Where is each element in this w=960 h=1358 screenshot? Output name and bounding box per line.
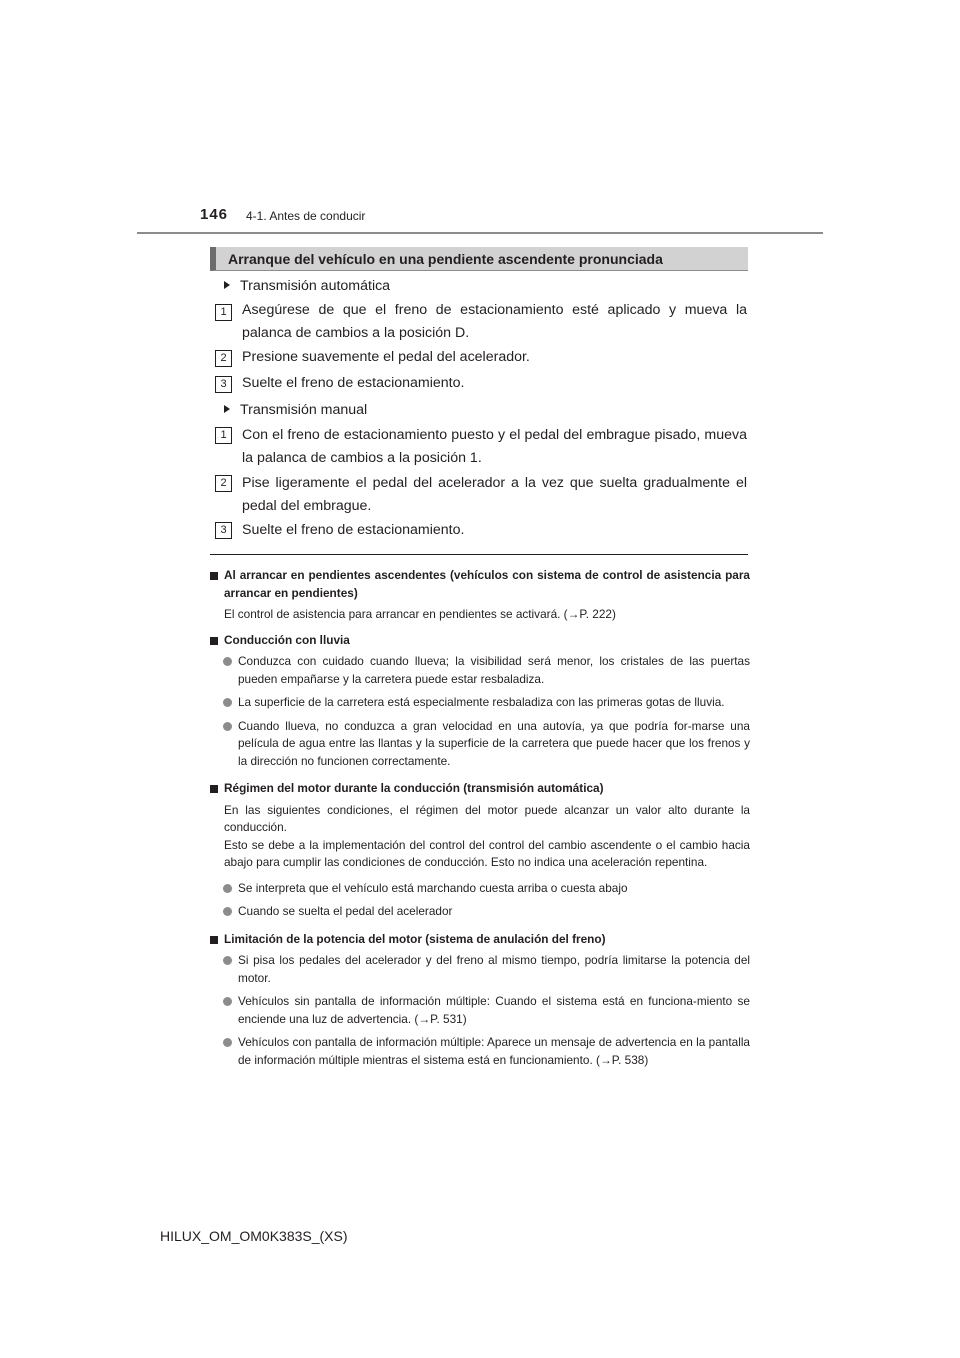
section-divider: [210, 554, 748, 555]
step-number-box: 1: [215, 304, 232, 321]
manual-title: [224, 402, 367, 418]
notes: [210, 567, 750, 1075]
automatic-title: [224, 278, 390, 294]
list-item: Conduzca con cuidado cuando llueva; la visibilidad será menor, los cristales de las puertas pueden empañarse y la carretera puede estar resbaladiza.: [210, 653, 750, 688]
step-number-box: 1: [215, 427, 232, 444]
square-bullet-icon: [210, 785, 218, 793]
step-number-box: 3: [215, 376, 232, 393]
section-reference: 4-1. Antes de conducir: [246, 209, 366, 223]
step-text: Asegúrese de que el freno de estacionamiento esté aplicado y mueva la palanca de cambios a la posición D.: [242, 302, 747, 341]
list-item: Vehículos con pantalla de información múltiple: Aparece un mensaje de advertencia en la pantalla de información múltiple mientras el sistema está en funcionamiento. (→P. 538): [210, 1034, 750, 1069]
list-item: Cuando llueva, no conduzca a gran velocidad en una autovía, ya que podría for-marse una película de agua entre las llantas y la superficie de la carretera que puede hacer que los frenos y la dirección no funcionen correctamente.: [210, 718, 750, 771]
note-title: Limitación de la potencia del motor (sistema de anulación del freno): [210, 931, 750, 949]
step-text: Con el freno de estacionamiento puesto y el pedal del embrague pisado, mueva la palanca de cambios a la posición 1.: [242, 427, 747, 466]
triangle-bullet-icon: [224, 281, 230, 289]
manual-title-text: Transmisión manual: [240, 402, 368, 418]
note-title: Al arrancar en pendientes ascendentes (vehículos con sistema de control de asistencia para arrancar en pendientes): [210, 567, 750, 602]
footer-code: HILUX_OM_OM0K383S_(XS): [160, 1228, 348, 1244]
circle-bullet-icon: [223, 657, 232, 666]
list-item: Se interpreta que el vehículo está marchando cuesta arriba o cuesta abajo: [210, 880, 750, 898]
square-bullet-icon: [210, 936, 218, 944]
list-item: La superficie de la carretera está especialmente resbaladiza con las primeras gotas de lluvia.: [210, 694, 750, 712]
triangle-bullet-icon: [224, 405, 230, 413]
section-heading: [210, 247, 748, 271]
note-body: Esto se debe a la implementación del control del control del cambio ascendente o el cambio hacia abajo para cumplir las condiciones de conducción. Esto no indica una aceleración repentina.: [224, 837, 750, 869]
circle-bullet-icon: [223, 722, 232, 731]
circle-bullet-icon: [223, 997, 232, 1006]
note-body: El control de asistencia para arrancar en pendientes se activará. (→P. 222): [224, 607, 616, 621]
page-number: 146: [200, 206, 229, 223]
circle-bullet-icon: [223, 907, 232, 916]
note-title: Régimen del motor durante la conducción (transmisión automática): [210, 780, 750, 798]
note-title: Conducción con lluvia: [210, 632, 750, 650]
square-bullet-icon: [210, 572, 218, 580]
step-number-box: 2: [215, 475, 232, 492]
section-heading-text: Arranque del vehículo en una pendiente ascendente pronunciada: [228, 251, 663, 267]
step-text: Presione suavemente el pedal del acelerador.: [242, 349, 530, 365]
circle-bullet-icon: [223, 698, 232, 707]
circle-bullet-icon: [223, 884, 232, 893]
list-item: Cuando se suelta el pedal del acelerador: [210, 903, 750, 921]
note-body: En las siguientes condiciones, el régimen del motor puede alcanzar un valor alto durante la conducción.: [224, 802, 750, 834]
square-bullet-icon: [210, 637, 218, 645]
step-number-box: 3: [215, 522, 232, 539]
step-text: Suelte el freno de estacionamiento.: [242, 522, 465, 538]
header-rule: [137, 232, 823, 234]
step-text: Suelte el freno de estacionamiento.: [242, 375, 465, 391]
list-item: Vehículos sin pantalla de información múltiple: Cuando el sistema está en funciona-miento se enciende una luz de advertencia. (→P. 531): [210, 993, 750, 1028]
step-number-box: 2: [215, 350, 232, 367]
list-item: Si pisa los pedales del acelerador y del freno al mismo tiempo, podría limitarse la potencia del motor.: [210, 952, 750, 987]
circle-bullet-icon: [223, 956, 232, 965]
automatic-title-text: Transmisión automática: [240, 278, 391, 294]
circle-bullet-icon: [223, 1038, 232, 1047]
step-text: Pise ligeramente el pedal del acelerador a la vez que suelta gradualmente el pedal del embrague.: [242, 475, 747, 514]
